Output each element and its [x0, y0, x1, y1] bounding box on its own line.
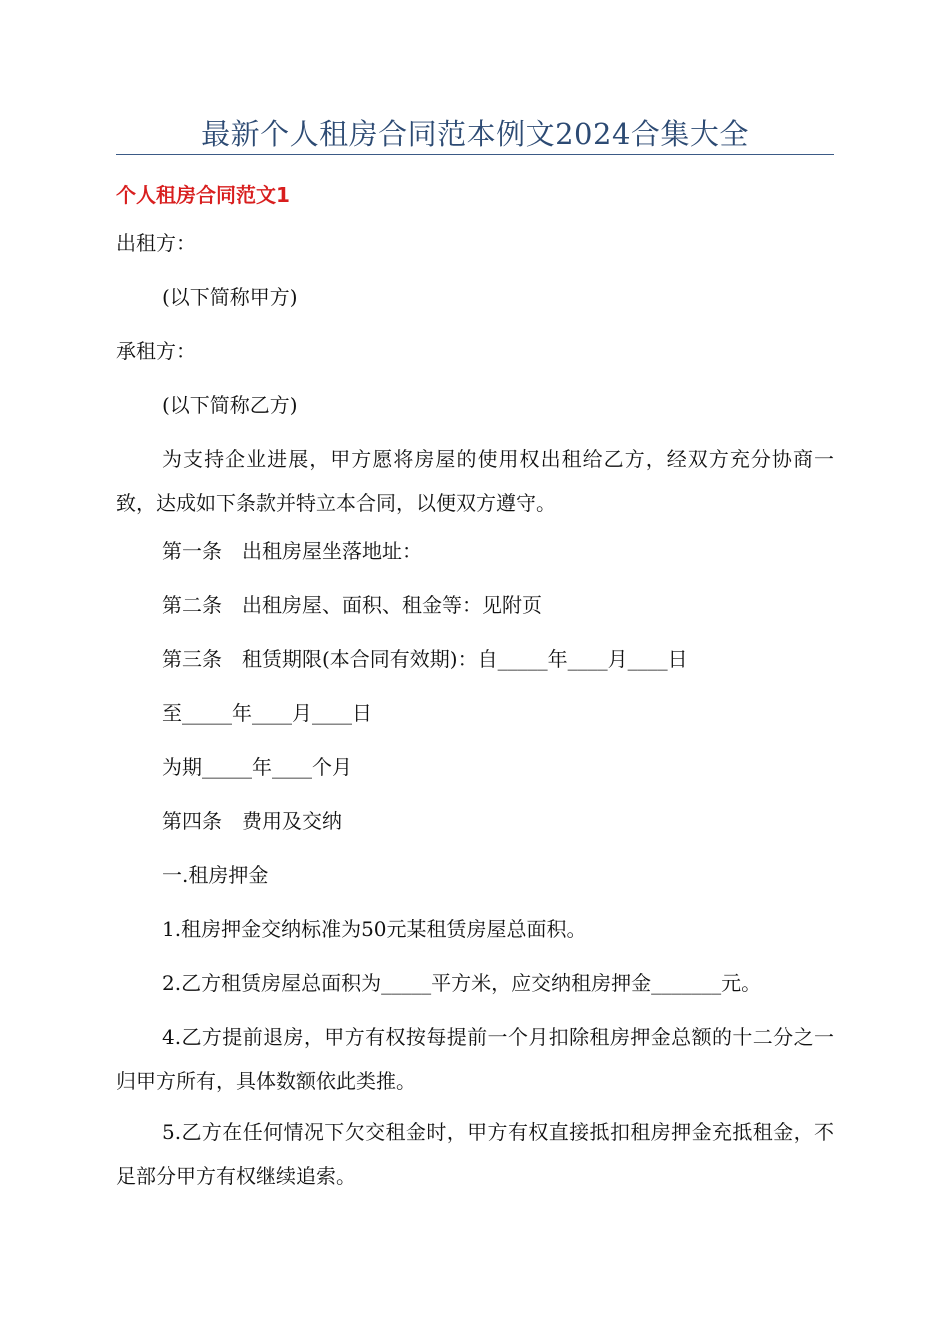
deposit-item-2: 2.乙方租赁房屋总面积为_____平方米，应交纳租房押金_______元。 [162, 971, 762, 995]
article-3-end-date: 至_____年____月____日 [162, 701, 372, 725]
title-underline [116, 154, 834, 155]
article-4: 第四条 费用及交纳 [162, 809, 342, 833]
deposit-item-5: 5.乙方在任何情况下欠交租金时，甲方有权直接抵扣租房押金充抵租金，不足部分甲方有权继续追索。 [116, 1120, 834, 1188]
article-1: 第一条 出租房屋坐落地址： [162, 539, 422, 563]
article-3-duration: 为期_____年____个月 [162, 755, 352, 779]
deposit-item-1: 1.租房押金交纳标准为50元某租赁房屋总面积。 [162, 917, 587, 941]
lessor-line: 出租方： [116, 231, 196, 255]
article-3: 第三条 租赁期限(本合同有效期)：自_____年____月____日 [162, 647, 688, 671]
lessee-note: (以下简称乙方) [162, 393, 298, 417]
deposit-heading: 一.租房押金 [162, 863, 269, 887]
preamble-paragraph: 为支持企业进展，甲方愿将房屋的使用权出租给乙方，经双方充分协商一致，达成如下条款并特立本合同，以便双方遵守。 [116, 447, 834, 515]
article-2: 第二条 出租房屋、面积、租金等：见附页 [162, 593, 542, 617]
lessee-line: 承租方： [116, 339, 196, 363]
lessor-note: (以下简称甲方) [162, 285, 298, 309]
deposit-item-4: 4.乙方提前退房，甲方有权按每提前一个月扣除租房押金总额的十二分之一归甲方所有，具体数额依此类推。 [116, 1025, 834, 1093]
section-heading: 个人租房合同范文1 [116, 183, 290, 207]
document-title: 最新个人租房合同范本例文2024合集大全 [201, 117, 749, 151]
